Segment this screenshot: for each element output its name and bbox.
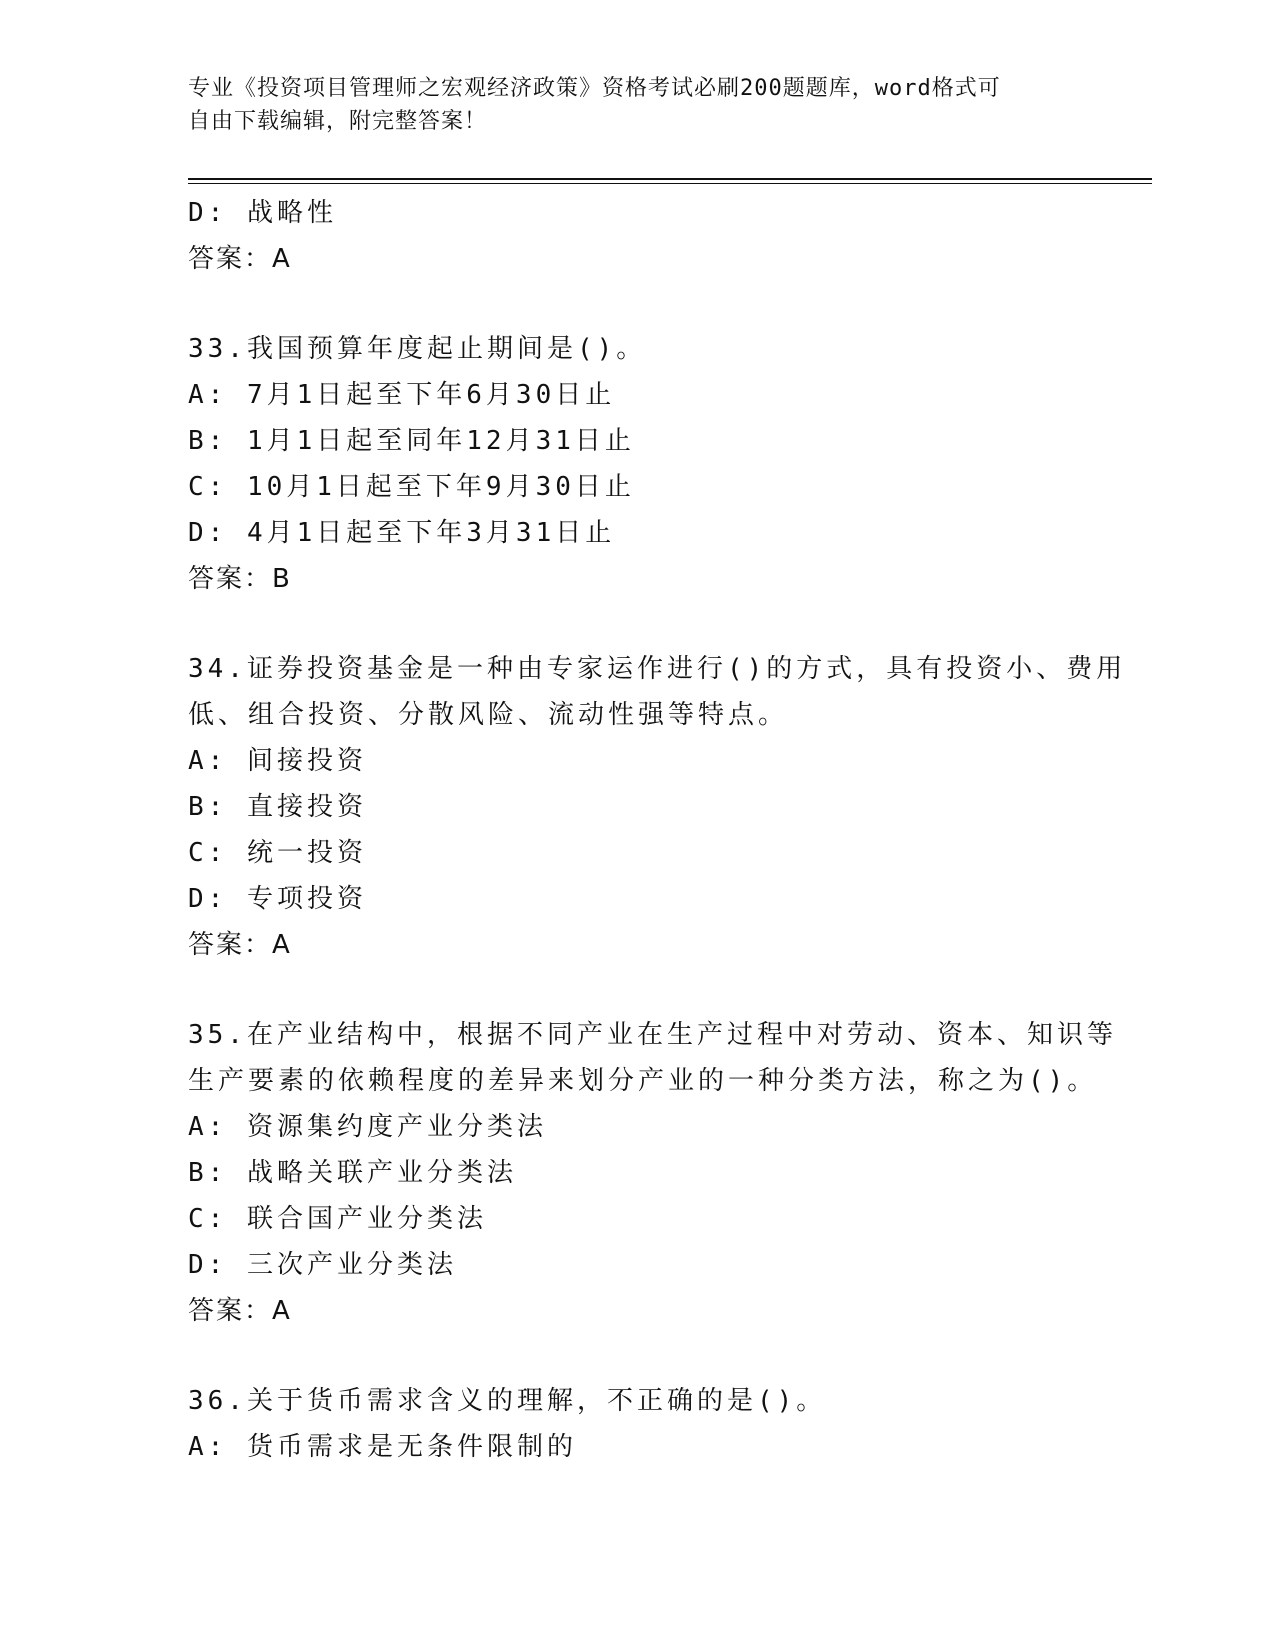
option-d: D: 三次产业分类法 [188,1250,457,1280]
spacer [188,602,1088,646]
question-content [188,190,1127,1470]
option-b: B: 战略关联产业分类法 [188,1158,517,1188]
question-stem-line-1: 35.在产业结构中，根据不同产业在生产过程中对劳动、资本、知识等 [188,1020,1117,1050]
option-a: A: 间接投资 [188,746,367,776]
question-36 [188,1378,1088,1470]
header-divider [188,178,1152,184]
question-stem: 33.我国预算年度起止期间是()。 [188,334,647,364]
question-stem-line-2: 生产要素的依赖程度的差异来划分产业的一种分类方法，称之为()。 [188,1066,1098,1096]
question-stem-line-2: 低、组合投资、分散风险、流动性强等特点。 [188,700,789,730]
answer: 答案：A [188,1296,292,1326]
spacer [188,968,1088,1012]
option-b: B: 直接投资 [188,792,367,822]
option-a: A: 资源集约度产业分类法 [188,1112,547,1142]
answer: 答案：A [188,244,292,274]
option-c: C: 统一投资 [188,838,367,868]
option-c: C: 10月1日起至下年9月30日止 [188,472,635,502]
header-line-2: 自由下载编辑，附完整答案！ [188,109,488,134]
option-c: C: 联合国产业分类法 [188,1204,487,1234]
spacer [188,1334,1088,1378]
option-a: A: 货币需求是无条件限制的 [188,1432,577,1462]
question-33 [188,326,1088,602]
option-a: A: 7月1日起至下年6月30日止 [188,380,616,410]
page-header [188,72,1088,138]
previous-question-tail [188,190,1088,282]
header-line-1: 专业《投资项目管理师之宏观经济政策》资格考试必刷200题题库，word格式可 [188,76,1001,101]
option-b: B: 1月1日起至同年12月31日止 [188,426,635,456]
question-stem: 36.关于货币需求含义的理解，不正确的是()。 [188,1386,827,1416]
question-34 [188,646,1127,968]
option-d: D: 专项投资 [188,884,367,914]
option-d: D: 战略性 [188,198,337,228]
answer: 答案：A [188,930,292,960]
question-stem-line-1: 34.证券投资基金是一种由专家运作进行()的方式，具有投资小、费用 [188,654,1127,684]
answer: 答案：B [188,564,292,594]
question-35 [188,1012,1117,1334]
option-d: D: 4月1日起至下年3月31日止 [188,518,616,548]
spacer [188,282,1088,326]
